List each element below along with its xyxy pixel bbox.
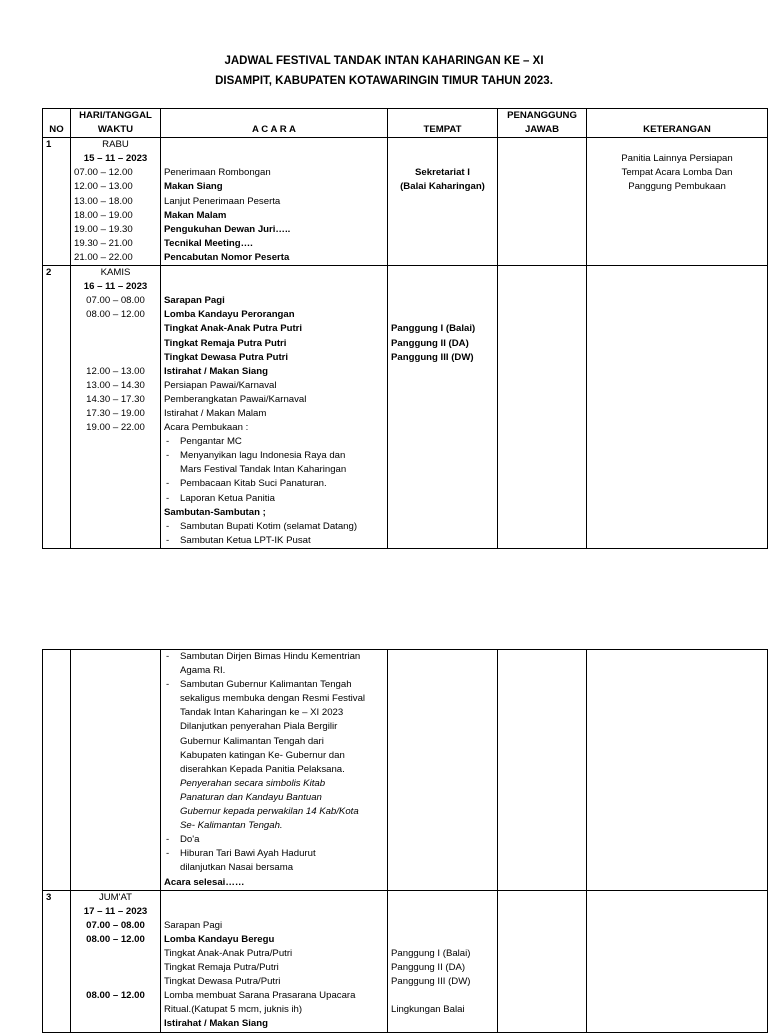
time-slot: 14.30 – 17.30 xyxy=(86,393,145,405)
acara-item: Lomba membuat Sarana Prasarana Upacara xyxy=(164,990,356,1002)
table-row-day-2 xyxy=(43,266,768,549)
acara-item: Tecnikal Meeting…. xyxy=(164,237,253,249)
acara-item: Sarapan Pagi xyxy=(164,919,223,931)
acara-sub-item-cont: Gubernur Kalimantan Tengah dari xyxy=(180,735,324,747)
acara-item: Makan Siang xyxy=(164,181,223,193)
acara-sub-item: - Menyanyikan lagu Indonesia Raya dan xyxy=(164,449,384,463)
time-slot: 21.00 – 22.00 xyxy=(74,251,133,263)
acara-item: Istirahat / Makan Siang xyxy=(164,1018,268,1030)
acara-cell xyxy=(161,266,388,549)
day-cell xyxy=(71,890,161,1032)
table-header-row xyxy=(43,109,768,138)
acara-italic-line: Se- Kalimantan Tengah. xyxy=(180,820,283,832)
acara-item: Tingkat Dewasa Putra Putri xyxy=(164,351,289,363)
table-row-day-3 xyxy=(43,890,768,1032)
acara-item: Istirahat / Makan Siang xyxy=(164,365,268,377)
tempat-item: Panggung III (DW) xyxy=(391,976,471,988)
tempat-item: Panggung II (DA) xyxy=(391,962,466,974)
acara-sub-item-cont: Mars Festival Tandak Intan Kaharingan xyxy=(180,464,347,476)
tempat-item: Sekretariat I xyxy=(415,167,470,179)
time-slot: 17.30 – 19.00 xyxy=(86,407,145,419)
acara-item: Tingkat Remaja Putra Putri xyxy=(164,337,287,349)
table-row-day-2-continued xyxy=(43,650,768,891)
acara-italic-line: Penyerahan secara simbolis Kitab xyxy=(180,777,326,789)
header-hari-tanggal-line-1: HARI/TANGGAL xyxy=(79,110,152,121)
acara-item: Pengukuhan Dewan Juri….. xyxy=(164,223,291,235)
keterangan-cell xyxy=(587,138,768,266)
time-slot: 13.00 – 18.00 xyxy=(74,195,133,207)
acara-sub-item: - Sambutan Gubernur Kalimantan Tengah xyxy=(164,678,384,692)
acara-sub-item-cont: Kabupaten katingan Ke- Gubernur dan xyxy=(180,749,345,761)
acara-item: Pencabutan Nomor Peserta xyxy=(164,251,290,263)
time-slot: 08.00 – 12.00 xyxy=(86,309,145,321)
day-name: JUM'AT xyxy=(98,891,133,903)
acara-item: Tingkat Anak-Anak Putra/Putri xyxy=(164,947,293,959)
acara-item: Lanjut Penerimaan Peserta xyxy=(164,195,281,207)
day-date: 15 – 11 – 2023 xyxy=(83,153,148,165)
acara-item: Acara Pembukaan : xyxy=(164,422,249,434)
keterangan-line: Tempat Acara Lomba Dan xyxy=(621,167,733,179)
row-number: 2 xyxy=(43,266,71,549)
acara-item: Lomba Kandayu Beregu xyxy=(164,933,275,945)
tempat-item: Lingkungan Balai xyxy=(391,1004,465,1016)
acara-sub-item: - Sambutan Bupati Kotim (selamat Datang) xyxy=(164,520,384,534)
acara-sub-item-cont: sekaligus membuka dengan Resmi Festival xyxy=(180,693,366,705)
penanggung-jawab-cell xyxy=(498,650,587,891)
acara-item: Tingkat Remaja Putra/Putri xyxy=(164,962,279,974)
time-slot: 07.00 – 08.00 xyxy=(86,295,145,307)
time-slot: 08.00 – 12.00 xyxy=(86,990,145,1002)
acara-italic-line: Gubernur kepada perwakilan 14 Kab/Kota xyxy=(180,806,359,818)
schedule-table-page-1 xyxy=(42,108,768,549)
time-slot: 19.30 – 21.00 xyxy=(74,237,133,249)
tempat-item: Panggung III (DW) xyxy=(391,351,474,363)
table-row-day-1 xyxy=(43,138,768,266)
acara-sub-item: - Do'a xyxy=(164,833,384,847)
acara-sub-item-cont: Agama RI. xyxy=(180,665,226,677)
acara-item: Sambutan-Sambutan ; xyxy=(164,506,266,518)
row-number: 1 xyxy=(43,138,71,266)
acara-item: Tingkat Anak-Anak Putra Putri xyxy=(164,323,303,335)
tempat-item: Panggung I (Balai) xyxy=(391,323,476,335)
header-penanggung-jawab xyxy=(498,109,587,138)
header-no: NO xyxy=(43,109,71,138)
penanggung-jawab-cell xyxy=(498,138,587,266)
keterangan-cell xyxy=(587,890,768,1032)
tempat-cell xyxy=(388,650,498,891)
acara-sub-item: - Pembacaan Kitab Suci Panaturan. xyxy=(164,477,384,491)
acara-sub-item: - Sambutan Dirjen Bimas Hindu Kementrian xyxy=(164,650,384,664)
header-acara: A C A R A xyxy=(161,109,388,138)
acara-cell xyxy=(161,650,388,891)
time-slot: 12.00 – 13.00 xyxy=(86,365,145,377)
acara-item: Sarapan Pagi xyxy=(164,295,225,307)
keterangan-line: Panitia Lainnya Persiapan xyxy=(621,153,733,165)
acara-sub-item: - Laporan Ketua Panitia xyxy=(164,492,384,506)
time-slot: 19.00 – 19.30 xyxy=(74,223,133,235)
day-cell xyxy=(71,650,161,891)
acara-item: Pemberangkatan Pawai/Karnaval xyxy=(164,393,307,405)
header-hari-tanggal xyxy=(71,109,161,138)
tempat-cell xyxy=(388,138,498,266)
acara-item: Tingkat Dewasa Putra/Putri xyxy=(164,976,281,988)
day-date: 17 – 11 – 2023 xyxy=(83,905,148,917)
time-slot: 18.00 – 19.00 xyxy=(74,209,133,221)
penanggung-jawab-cell xyxy=(498,890,587,1032)
acara-sub-item-cont: Dilanjutkan penyerahan Piala Bergilir xyxy=(180,721,338,733)
day-cell xyxy=(71,138,161,266)
acara-item: Lomba Kandayu Perorangan xyxy=(164,309,295,321)
acara-item: Istirahat / Makan Malam xyxy=(164,407,267,419)
time-slot: 08.00 – 12.00 xyxy=(86,933,145,945)
acara-item: Acara selesai…… xyxy=(164,876,245,888)
tempat-cell xyxy=(388,266,498,549)
document-title-line-1: JADWAL FESTIVAL TANDAK INTAN KAHARINGAN KE – XI xyxy=(224,55,544,67)
keterangan-cell xyxy=(587,266,768,549)
header-tempat: TEMPAT xyxy=(388,109,498,138)
acara-italic-line: Panaturan dan Kandayu Bantuan xyxy=(180,791,322,803)
header-pj-line-2: JAWAB xyxy=(524,124,560,136)
time-slot: 13.00 – 14.30 xyxy=(86,379,145,391)
acara-item-cont: Ritual.(Katupat 5 mcm, juknis ih) xyxy=(164,1004,303,1016)
header-keterangan: KETERANGAN xyxy=(587,109,768,138)
day-date: 16 – 11 – 2023 xyxy=(83,281,148,293)
day-name: KAMIS xyxy=(100,267,131,279)
keterangan-line: Panggung Pembukaan xyxy=(628,181,726,193)
acara-sub-item: - Pengantar MC xyxy=(164,435,384,449)
header-pj-line-1: PENANGGUNG xyxy=(507,110,577,121)
time-slot: 19.00 – 22.00 xyxy=(86,422,145,434)
acara-sub-item-cont: dilanjutkan Nasai bersama xyxy=(180,862,294,874)
keterangan-cell xyxy=(587,650,768,891)
tempat-cell xyxy=(388,890,498,1032)
acara-cell xyxy=(161,890,388,1032)
acara-item: Penerimaan Rombongan xyxy=(164,167,271,179)
row-number xyxy=(43,650,71,891)
schedule-table-page-2 xyxy=(42,649,768,1033)
document-title-line-2: DISAMPIT, KABUPATEN KOTAWARINGIN TIMUR TAHUN 2023. xyxy=(215,75,553,87)
acara-sub-item: - Sambutan Ketua LPT-IK Pusat xyxy=(164,534,384,548)
penanggung-jawab-cell xyxy=(498,266,587,549)
header-hari-tanggal-line-2: WAKTU xyxy=(97,124,134,136)
time-slot: 07.00 – 08.00 xyxy=(86,919,145,931)
acara-sub-item-cont: Tandak Intan Kaharingan ke – XI 2023 xyxy=(180,707,344,719)
acara-sub-item-cont: diserahkan Kepada Panitia Pelaksana. xyxy=(180,763,345,775)
acara-cell xyxy=(161,138,388,266)
tempat-item: (Balai Kaharingan) xyxy=(400,181,485,193)
acara-item: Persiapan Pawai/Karnaval xyxy=(164,379,277,391)
time-slot: 12.00 – 13.00 xyxy=(74,181,133,193)
acara-item: Makan Malam xyxy=(164,209,227,221)
tempat-item: Panggung I (Balai) xyxy=(391,947,471,959)
tempat-item: Panggung II (DA) xyxy=(391,337,469,349)
time-slot: 07.00 – 12.00 xyxy=(74,167,133,179)
acara-sub-item: - Hiburan Tari Bawi Ayah Hadurut xyxy=(164,847,384,861)
day-name: RABU xyxy=(102,139,129,151)
day-cell xyxy=(71,266,161,549)
row-number: 3 xyxy=(43,890,71,1032)
